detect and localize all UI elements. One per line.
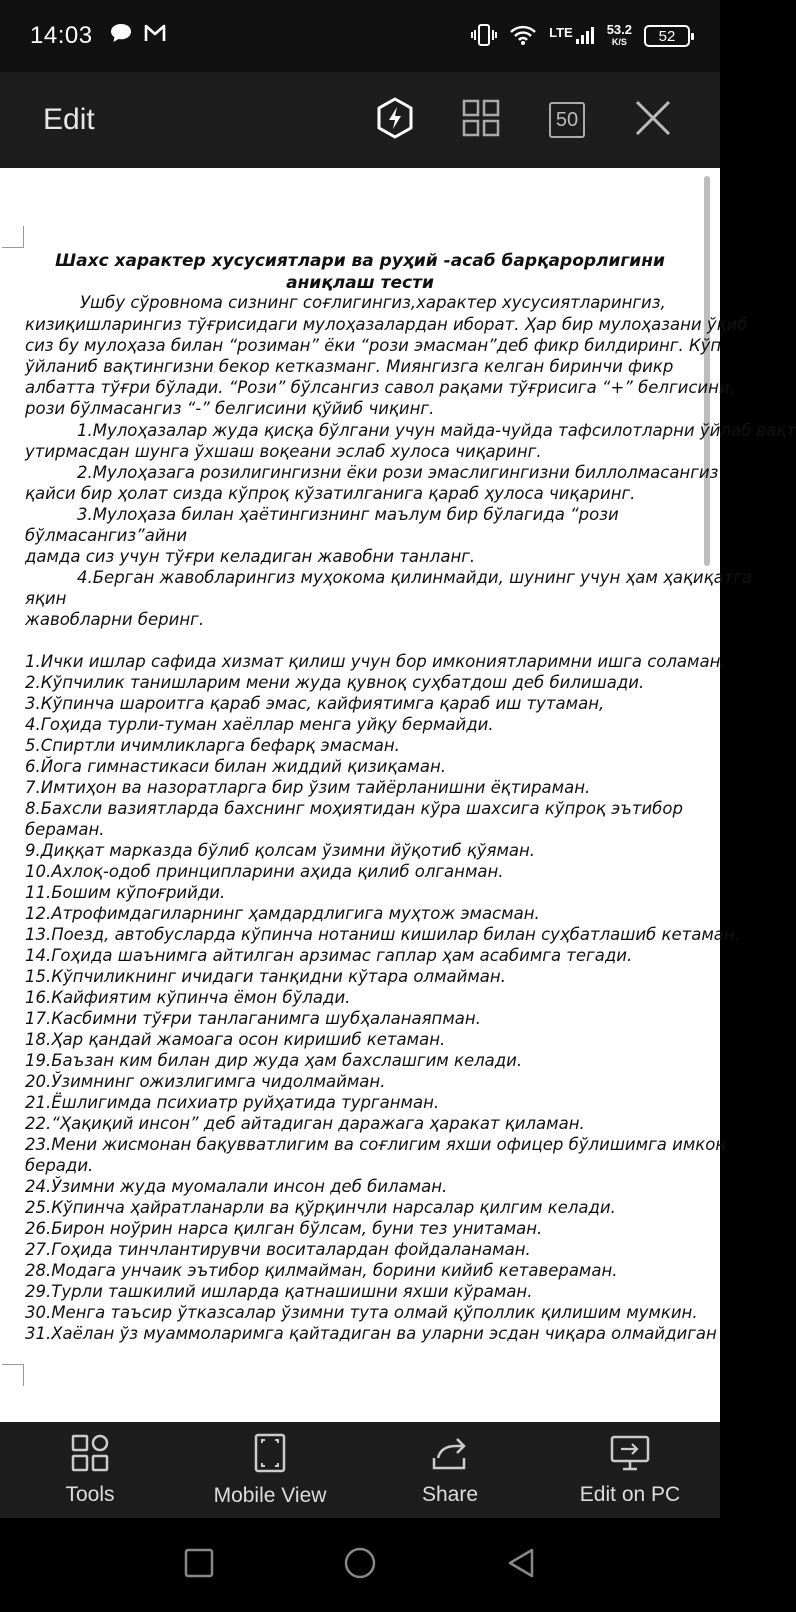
question-line: 23.Мени жисмонан бақувватлигим ва соғлигим яхши офицер бўлишимга имкон [25, 1135, 727, 1154]
mobile-view-button[interactable] [180, 1422, 360, 1518]
rule-line: утирмасдан шунга ўхшаш воқеани эслаб хулоса чиқаринг. [25, 442, 542, 461]
recents-button[interactable] [184, 1548, 214, 1583]
question-line: 19.Баъзан ким билан дир жуда ҳам бахслашгим келади. [25, 1051, 523, 1070]
grid-icon [462, 99, 500, 142]
question-line: 31.Хаёлан ўз муаммоларимга қайтадиган ва уларни эсдан чиқара олмайдиган [25, 1324, 717, 1343]
page-margin-mark [2, 226, 24, 248]
question-line: 17.Касбимни тўғри танлаганимга шубҳаланаяпман. [25, 1009, 481, 1028]
gmail-icon [143, 22, 167, 50]
question-line: 5.Спиртли ичимликларга бефарқ эмасман. [25, 736, 400, 755]
question-line: 16.Кайфиятим кўпинча ёмон бўлади. [25, 988, 351, 1007]
monitor-icon [609, 1434, 651, 1477]
question-line: 7.Имтиҳон ва назоратларга бир ўзим тайёрланишни ёқтираман. [25, 778, 591, 797]
edit-on-pc-label: Edit on PC [579, 1482, 681, 1506]
question-line: 6.Йога гимнастикаси билан жиддий қизиқаман. [25, 757, 447, 776]
tools-icon [71, 1434, 109, 1477]
grid-view-button[interactable] [438, 90, 524, 150]
question-line: 20.Ўзимнинг ожизлигимга чидолмайман. [25, 1072, 386, 1091]
intro-line: рози бўлмасангиз “-” белгисини қўйиб чиқинг. [25, 399, 435, 418]
home-button[interactable] [343, 1546, 377, 1585]
question-line: 4.Гоҳида турли-туман хаёллар менга уйқу бермайди. [25, 715, 494, 734]
edit-on-pc-button[interactable] [540, 1422, 720, 1518]
mobile-view-label: Mobile View [213, 1483, 327, 1507]
signal-icon [575, 25, 595, 48]
mobile-view-icon [254, 1433, 286, 1478]
network-type: LTE [549, 24, 573, 40]
chat-notification-icon [109, 22, 133, 51]
question-line: 9.Диққат марказда бўлиб қолсам ўзимни йўқотиб қўяман. [25, 841, 536, 860]
rule-line: 3.Мулоҳаза билан ҳаётингизнинг маълум бир бўлагида “рози [77, 505, 619, 524]
question-line: 3.Кўпинча шароитга қараб эмас, кайфиятимга қараб иш тутаман, [25, 694, 605, 713]
question-line: 14.Гоҳида шаънимга айтилган арзимас гаплар ҳам асабимга тегади. [25, 946, 633, 965]
close-button[interactable] [610, 90, 696, 150]
rule-line: 1.Мулоҳазалар жуда қисқа бўлгани учун майда-чуйда тафсилотларни ўйлаб вақт [77, 421, 796, 440]
rule-line: қайси бир ҳолат сизда кўпроқ кўзатилганига қараб ҳулоса чиқаринг. [25, 484, 636, 503]
status-time: 14:03 [30, 22, 93, 49]
zoom-level: 50 [549, 102, 585, 138]
question-line: 12.Атрофимдагиларнинг ҳамдардлигига муҳтож эмасман. [25, 904, 540, 923]
page-title: Edit [43, 103, 95, 136]
question-line: 26.Бирон ноўрин нарса қилган бўлсам, буни тез унитаман. [25, 1219, 543, 1238]
question-line: беради. [25, 1156, 94, 1175]
wifi-icon [509, 24, 537, 49]
intro-line: кизиқишларингиз тўғрисидаги мулоҳазалардан иборат. Ҳар бир мулоҳазани ўқиб [25, 315, 748, 334]
question-line: 11.Бошим кўпоғрийди. [25, 883, 226, 902]
back-button[interactable] [506, 1547, 536, 1584]
rule-line: бўлмасангиз”айни [25, 526, 188, 545]
question-line: 30.Менга таъсир ўтказсалар ўзимни тута олмай қўполлик қилишим мумкин. [25, 1303, 698, 1322]
rule-line: 2.Мулоҳазага розилигингизни ёки рози эмаслигингизни биллолмасангиз [77, 463, 719, 482]
share-button[interactable] [360, 1422, 540, 1518]
question-line: 29.Турли ташкилий ишларда қатнашишни яхши кўраман. [25, 1282, 533, 1301]
lightning-hexagon-icon [375, 97, 415, 144]
document-title: Шахс характер хусусиятлари ва руҳий -асаб барқарорлигини [55, 251, 665, 271]
share-label: Share [421, 1482, 479, 1506]
network-speed [607, 24, 632, 48]
vibrate-icon [471, 23, 497, 50]
close-icon [634, 99, 672, 142]
speed-value: 53.2 [606, 22, 632, 37]
question-line: 13.Поезд, автобусларда кўпинча нотаниш кишилар билан суҳбатлашиб кетаман. [25, 925, 740, 944]
rule-line: жавобларни беринг. [25, 610, 205, 629]
rule-line: яқин [25, 589, 67, 608]
system-nav-bar [0, 1518, 720, 1612]
question-line: 2.Кўпчилик танишларим мени жуда қувноқ суҳбатдош деб билишади. [25, 673, 645, 692]
speed-unit: K/S [611, 37, 627, 47]
document-title: аниқлаш тести [286, 273, 434, 293]
question-line: 24.Ўзимни жуда муомалали инсон деб биламан. [25, 1177, 448, 1196]
status-bar [0, 0, 720, 72]
rule-line: 4.Берган жавобларингиз муҳокома қилинмайди, шунинг учун ҳам ҳақиқатга [77, 568, 753, 587]
question-line: 25.Кўпинча ҳайратланарли ва қўрқинчли нарсалар қилгим келади. [25, 1198, 616, 1217]
question-line: 8.Бахсли вазиятларда бахснинг моҳиятидан кўра шахсига кўпроқ эътибор [25, 799, 683, 818]
intro-line: албатта тўғри бўлади. “Рози” бўлсангиз савол рақами тўғрисига “+” белгисини, [25, 378, 735, 397]
question-line: 15.Кўпчиликнинг ичидаги танқидни кўтара олмайман. [25, 967, 506, 986]
question-line: 1.Ички ишлар сафида хизмат қилиш учун бор имкониятларимни ишга соламан. [25, 652, 726, 671]
tools-button[interactable] [0, 1422, 180, 1518]
question-line: 22.“Ҳақиқий инсон” деб айтадиган даражага ҳаракат қиламан. [25, 1114, 585, 1133]
question-line: 21.Ёшлигимда психиатр руйҳатида турганман. [25, 1093, 440, 1112]
intro-line: сиз бу мулоҳаза билан “розиман” ёки “рози эмасман”деб фикр билдиринг. Кўп [25, 336, 722, 355]
intro-line: ўйланиб вақтингизни бекор кетказманг. Миянгизга келган биринчи фикр [25, 357, 674, 376]
question-line: 28.Модага унчаик эътибор қилмайман, борини кийиб кетавераман. [25, 1261, 618, 1280]
zoom-button[interactable] [524, 90, 610, 150]
document-view[interactable] [0, 168, 796, 1422]
question-line: 10.Ахлоқ-одоб принципларини аҳида қилиб олганман. [25, 862, 504, 881]
share-icon [430, 1434, 470, 1477]
question-line: 27.Гоҳида тинчлантирувчи воситалардан фойдаланаман. [25, 1240, 531, 1259]
intro-line: Ушбу сўровнома сизнинг соғлигингиз,характер хусусиятларингиз, [80, 293, 666, 312]
question-line: 18.Ҳар қандай жамоага осон киришиб кетаман. [25, 1030, 446, 1049]
question-line: бераман. [25, 820, 105, 839]
battery-level: 52 [658, 27, 676, 45]
smart-tools-button[interactable] [352, 90, 438, 150]
battery-indicator [644, 25, 690, 47]
scrollbar[interactable] [704, 176, 710, 566]
bottom-toolbar [0, 1422, 720, 1518]
page-margin-mark [2, 1364, 24, 1386]
app-bar [0, 72, 720, 168]
tools-label: Tools [65, 1482, 115, 1506]
rule-line: дамда сиз учун тўғри келадиган жавобни танланг. [25, 547, 476, 566]
